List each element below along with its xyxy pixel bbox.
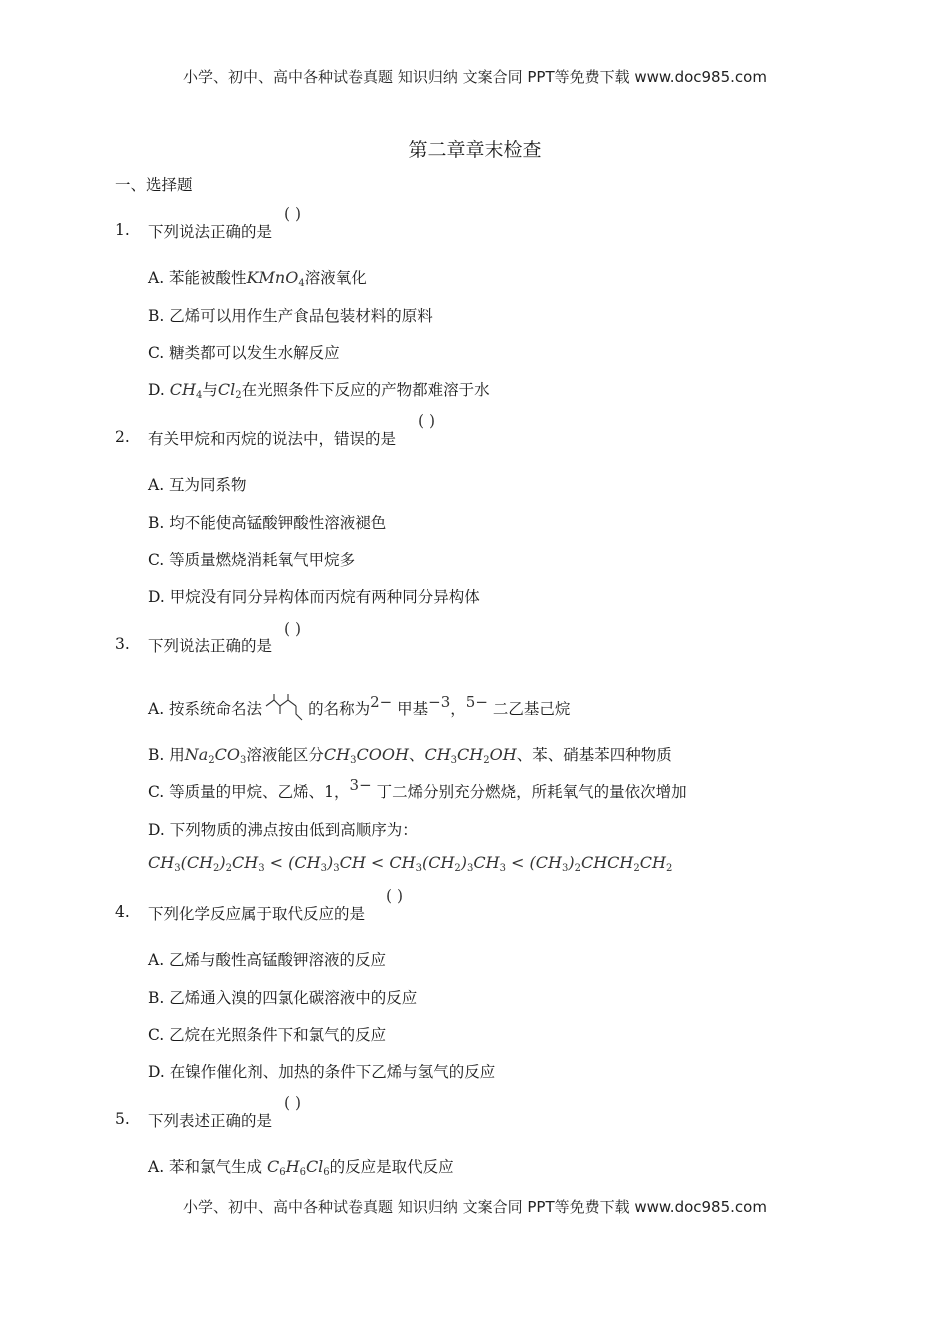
formula-kmno4: KMnO$_4$ [246, 268, 305, 289]
question-4-answer-blank: ( ) [386, 887, 404, 905]
q3-option-a: A. 按系统命名法 的名称为2− 甲基−3，5− 二乙基己烷 [148, 694, 570, 724]
question-1-number: 1. [115, 221, 130, 239]
q2-option-d: D. 甲烷没有同分异构体而丙烷有两种同分异构体 [148, 588, 480, 606]
question-3-number: 3. [115, 635, 130, 653]
q2-option-a: A. 互为同系物 [148, 476, 247, 494]
formula-ethanol: $CH_3CH_2OH$ [424, 745, 517, 766]
formula-cl2: $Cl_2$ [217, 380, 242, 401]
q1-option-a: A. 苯能被酸性KMnO$_4$溶液氧化 [148, 268, 367, 289]
question-5-number: 5. [115, 1110, 130, 1128]
q3-boiling-point-formula: $CH_3(CH_2)_2CH_3 < (CH_3)_3CH < CH_3(CH_2)_3CH_3$ < $(CH_3)_2CHCH_2CH_2$ [148, 853, 673, 874]
question-2-number: 2. [115, 428, 130, 446]
question-5-stem: 下列表述正确的是 [148, 1112, 273, 1130]
q5-option-a: A. 苯和氯气生成 $C_6H_6Cl_6$的反应是取代反应 [148, 1157, 454, 1178]
formula-acetic-acid: $CH_3COOH$ [323, 745, 409, 766]
page-footer: 小学、初中、高中各种试卷真题 知识归纳 文案合同 PPT等免费下载 www.doc985.com [183, 1198, 767, 1216]
q3-option-c: C. 等质量的甲烷、乙烯、1，3− 丁二烯分别充分燃烧，所耗氧气的量依次增加 [148, 776, 687, 801]
question-4-stem: 下列化学反应属于取代反应的是 [148, 905, 366, 923]
q3-option-b: B. 用$Na_2CO_3$溶液能区分$CH_3COOH$、$CH_3CH_2OH$、苯、硝基苯四种物质 [148, 745, 672, 766]
question-5-answer-blank: ( ) [284, 1094, 302, 1112]
q4-option-a: A. 乙烯与酸性高锰酸钾溶液的反应 [148, 951, 387, 969]
formula-ch4: $CH_4$ [169, 380, 203, 401]
section-heading: 一、选择题 [115, 176, 193, 194]
page-header: 小学、初中、高中各种试卷真题 知识归纳 文案合同 PPT等免费下载 www.doc985.com [183, 68, 767, 86]
question-1-stem: 下列说法正确的是 [148, 223, 273, 241]
q4-option-b: B. 乙烯通入溴的四氯化碳溶液中的反应 [148, 989, 418, 1007]
question-2-stem: 有关甲烷和丙烷的说法中，错误的是 [148, 430, 397, 448]
q2-option-b: B. 均不能使高锰酸钾酸性溶液褪色 [148, 514, 387, 532]
skeletal-structure-image [264, 694, 306, 724]
page-title: 第二章章末检查 [408, 139, 542, 161]
q1-option-b: B. 乙烯可以用作生产食品包装材料的原料 [148, 307, 433, 325]
formula-na2co3: $Na_2CO_3$ [184, 745, 247, 766]
q1-option-c: C. 糖类都可以发生水解反应 [148, 344, 340, 362]
q4-option-c: C. 乙烷在光照条件下和氯气的反应 [148, 1026, 387, 1044]
question-3-stem: 下列说法正确的是 [148, 637, 273, 655]
question-2-answer-blank: ( ) [418, 412, 436, 430]
formula-c6h6cl6: $C_6H_6Cl_6$ [266, 1157, 330, 1178]
q2-option-c: C. 等质量燃烧消耗氧气甲烷多 [148, 551, 356, 569]
q3-option-d: D. 下列物质的沸点按由低到高顺序为： [148, 821, 418, 839]
q4-option-d: D. 在镍作催化剂、加热的条件下乙烯与氢气的反应 [148, 1063, 496, 1081]
q1-option-d: D. $CH_4$与$Cl_2$在光照条件下反应的产物都难溶于水 [148, 380, 490, 401]
question-1-answer-blank: ( ) [284, 205, 302, 223]
question-3-answer-blank: ( ) [284, 620, 302, 638]
question-4-number: 4. [115, 903, 130, 921]
